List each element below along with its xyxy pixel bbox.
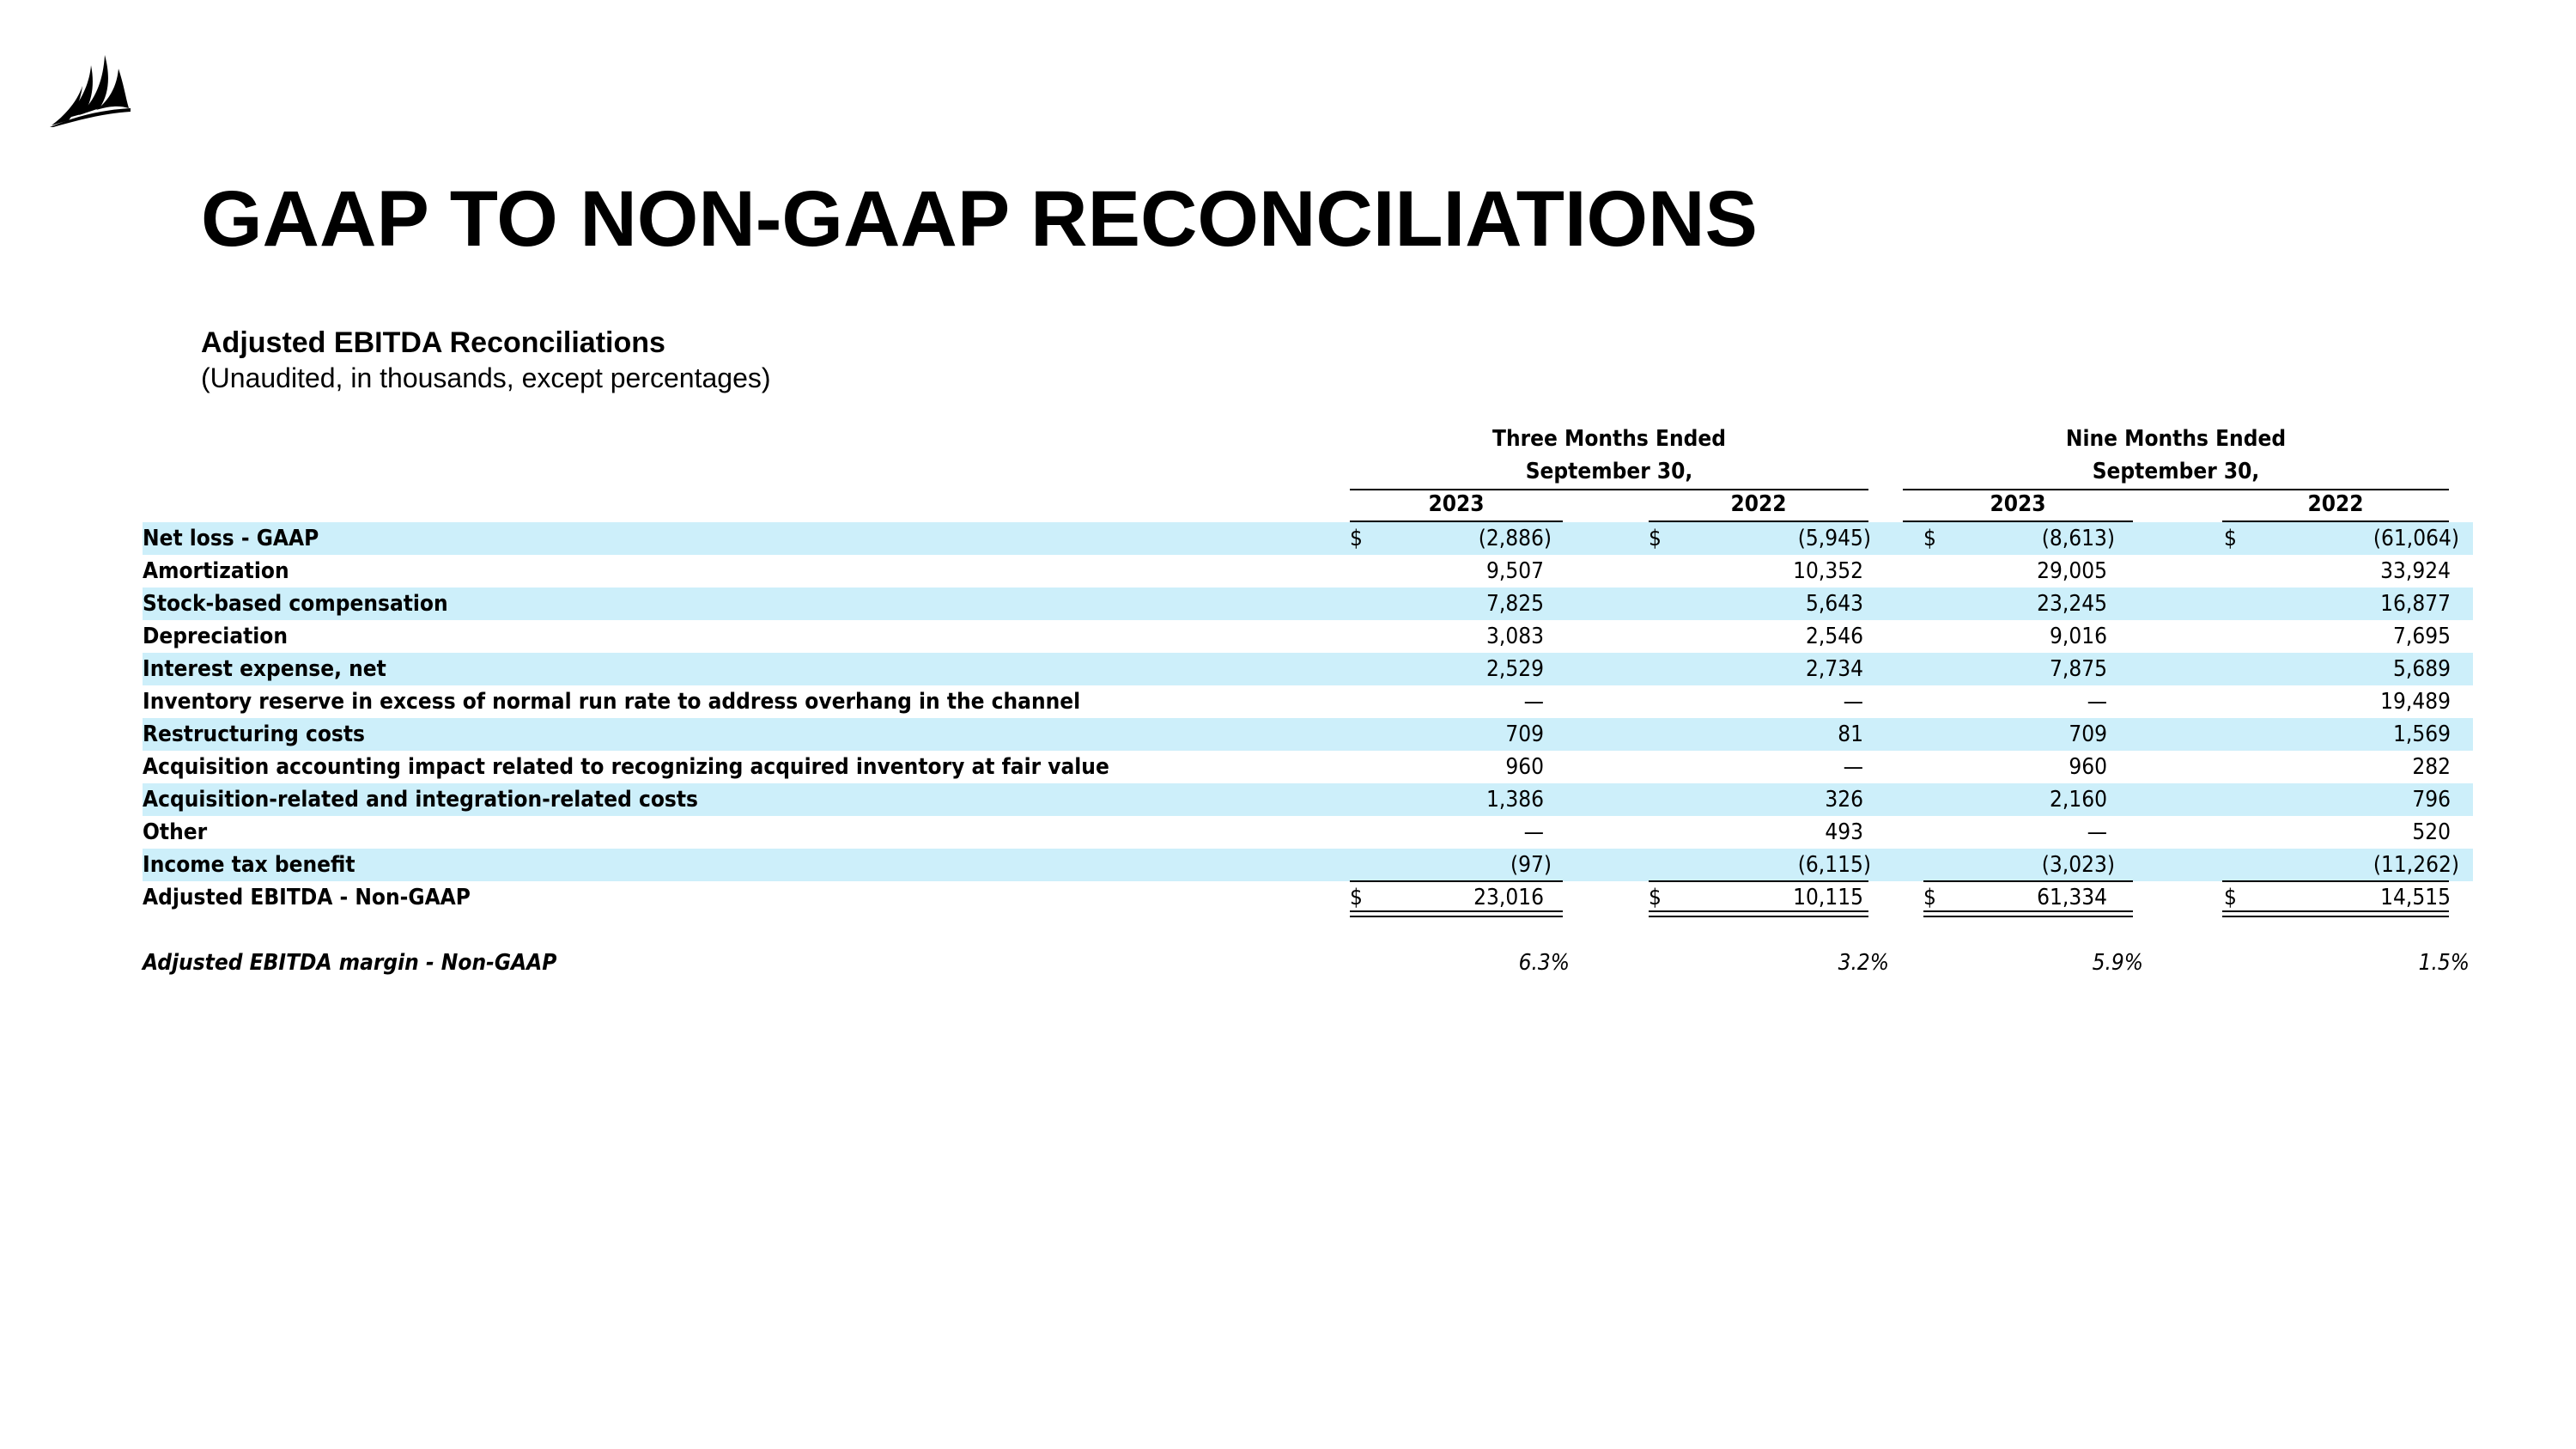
row-label: Restructuring costs — [143, 721, 365, 747]
table-row — [143, 718, 2473, 751]
row-label: Interest expense, net — [143, 656, 386, 682]
value-q3-2022: (5,945) — [1797, 526, 1871, 551]
value-q3-2023: — — [1523, 819, 1544, 845]
currency-symbol: $ — [1649, 885, 1662, 910]
table-row — [143, 816, 2473, 849]
row-label: Other — [143, 819, 208, 845]
value-q3-2022: 493 — [1825, 819, 1863, 845]
value-9m-2023: (3,023) — [2041, 852, 2115, 878]
value-9m-2022: 282 — [2412, 754, 2451, 780]
row-label: Amortization — [143, 558, 289, 584]
total-double-rule — [1649, 910, 1868, 917]
value-9m-2022: 1,569 — [2393, 721, 2451, 747]
value-q3-2022: 81 — [1838, 721, 1863, 747]
group-header-line2: September 30, — [2092, 459, 2260, 484]
value-9m-2022: 16,877 — [2380, 591, 2451, 617]
currency-symbol: $ — [1350, 885, 1363, 910]
table-row — [143, 751, 2473, 783]
currency-symbol: $ — [1923, 885, 1936, 910]
section-subtitle: Adjusted EBITDA Reconciliations — [201, 326, 665, 359]
row-label: Acquisition-related and integration-related costs — [143, 787, 698, 813]
table-row — [143, 620, 2473, 653]
value-q3-2023: 1,386 — [1486, 787, 1544, 813]
value-9m-2023: 709 — [2069, 721, 2107, 747]
currency-symbol: $ — [2224, 885, 2237, 910]
value-q3-2023: — — [1523, 689, 1544, 715]
total-double-rule — [1923, 910, 2133, 917]
total-double-rule — [1350, 910, 1563, 917]
group-header-line1: Nine Months Ended — [2065, 426, 2287, 452]
year-header: 2023 — [1990, 491, 2046, 517]
year-header: 2022 — [1730, 491, 1787, 517]
row-label: Income tax benefit — [143, 852, 355, 878]
currency-symbol: $ — [2224, 526, 2237, 551]
value-9m-2023: 960 — [2069, 754, 2107, 780]
value-q3-2022: 2,546 — [1806, 624, 1863, 649]
value-9m-2022: (61,064) — [2372, 526, 2459, 551]
group-header-line2: September 30, — [1525, 459, 1693, 484]
value-q3-2023: 3,083 — [1486, 624, 1544, 649]
table-row — [143, 588, 2473, 620]
value-9m-2023: 5.9% — [2092, 950, 2143, 976]
row-label: Net loss - GAAP — [143, 526, 319, 551]
value-9m-2023: — — [2087, 689, 2107, 715]
row-label: Adjusted EBITDA - Non-GAAP — [143, 885, 471, 910]
table-note: (Unaudited, in thousands, except percentages) — [201, 362, 771, 393]
currency-symbol: $ — [1923, 526, 1936, 551]
value-q3-2023: (97) — [1510, 852, 1552, 878]
value-9m-2023: 7,875 — [2050, 656, 2107, 682]
table-row — [143, 522, 2473, 555]
margin-row — [143, 947, 2473, 979]
value-q3-2023: 6.3% — [1518, 950, 1570, 976]
table-row — [143, 653, 2473, 685]
table-row — [143, 685, 2473, 718]
value-q3-2023: 9,507 — [1486, 558, 1544, 584]
value-9m-2023: 23,245 — [2037, 591, 2107, 617]
value-q3-2022: — — [1843, 754, 1863, 780]
value-9m-2022: 7,695 — [2393, 624, 2451, 649]
table-row — [143, 555, 2473, 588]
row-label: Depreciation — [143, 624, 289, 649]
table-row — [143, 783, 2473, 816]
group-header-line1: Three Months Ended — [1492, 426, 1726, 452]
value-q3-2023: 2,529 — [1486, 656, 1544, 682]
value-9m-2022: 796 — [2412, 787, 2451, 813]
value-9m-2023: 29,005 — [2037, 558, 2107, 584]
row-label: Adjusted EBITDA margin - Non-GAAP — [143, 950, 557, 976]
value-9m-2022: 19,489 — [2380, 689, 2451, 715]
value-q3-2022: 10,115 — [1793, 885, 1863, 910]
value-9m-2023: (8,613) — [2041, 526, 2115, 551]
value-q3-2022: 326 — [1825, 787, 1863, 813]
value-9m-2022: (11,262) — [2372, 852, 2459, 878]
total-double-rule — [2222, 910, 2449, 917]
group-header-nine-months — [1903, 423, 2449, 488]
value-q3-2022: — — [1843, 689, 1863, 715]
row-label: Inventory reserve in excess of normal run rate to address overhang in the channel — [143, 689, 1081, 715]
value-9m-2023: 9,016 — [2050, 624, 2107, 649]
value-9m-2022: 14,515 — [2380, 885, 2451, 910]
row-label: Acquisition accounting impact related to recognizing acquired inventory at fair value — [143, 754, 1109, 780]
value-9m-2023: 61,334 — [2037, 885, 2107, 910]
currency-symbol: $ — [1649, 526, 1662, 551]
value-9m-2022: 1.5% — [2418, 950, 2470, 976]
value-9m-2022: 520 — [2412, 819, 2451, 845]
value-q3-2023: 709 — [1505, 721, 1544, 747]
value-q3-2023: 7,825 — [1486, 591, 1544, 617]
value-9m-2022: 33,924 — [2380, 558, 2451, 584]
value-q3-2022: 2,734 — [1806, 656, 1863, 682]
value-q3-2023: 960 — [1505, 754, 1544, 780]
value-q3-2022: 10,352 — [1793, 558, 1863, 584]
value-q3-2023: (2,886) — [1478, 526, 1552, 551]
page-title: GAAP TO NON-GAAP RECONCILIATIONS — [201, 175, 1758, 263]
value-q3-2023: 23,016 — [1473, 885, 1544, 910]
total-row — [143, 881, 2473, 914]
value-9m-2022: 5,689 — [2393, 656, 2451, 682]
row-label: Stock-based compensation — [143, 591, 448, 617]
table-row — [143, 849, 2473, 881]
group-header-three-months — [1350, 423, 1868, 488]
year-header: 2023 — [1428, 491, 1485, 517]
value-q3-2022: 3.2% — [1838, 950, 1889, 976]
value-9m-2023: 2,160 — [2050, 787, 2107, 813]
value-q3-2022: 5,643 — [1806, 591, 1863, 617]
currency-symbol: $ — [1350, 526, 1363, 551]
year-header: 2022 — [2307, 491, 2364, 517]
value-9m-2023: — — [2087, 819, 2107, 845]
value-q3-2022: (6,115) — [1797, 852, 1871, 878]
